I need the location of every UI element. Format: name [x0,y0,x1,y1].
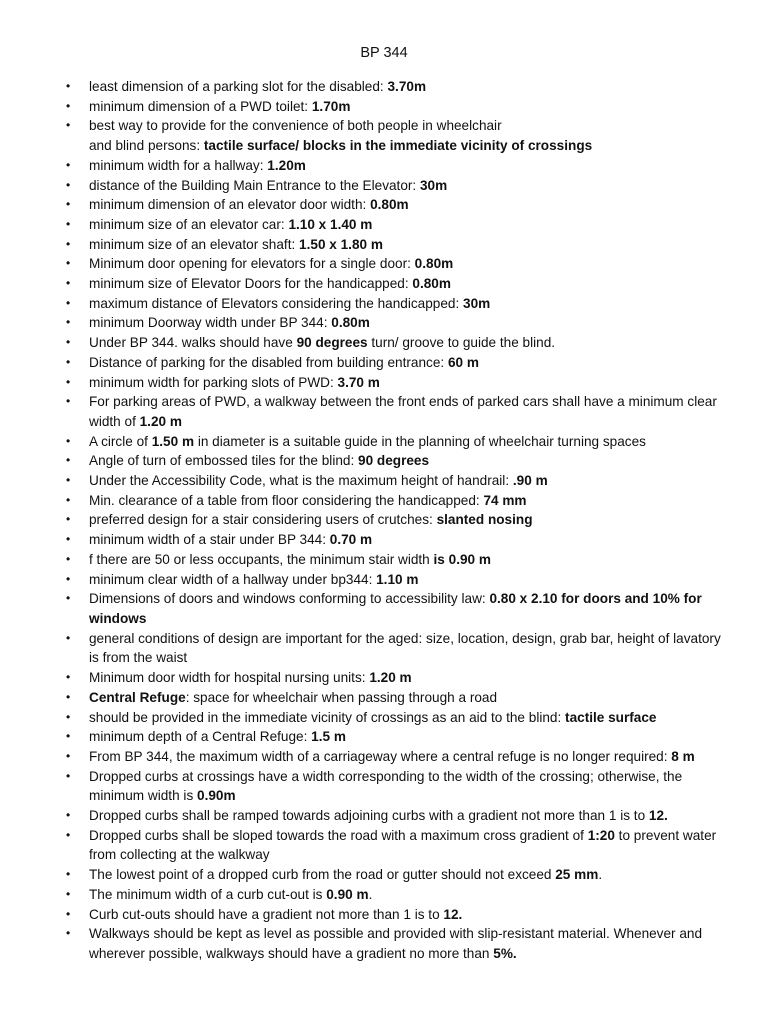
list-item-text [89,552,491,567]
list-item-text [89,926,702,961]
emphasized-value: tactile surface/ blocks in the immediate vicinity of crossings [203,138,593,154]
text-segment: minimum clear width of a hallway under bp344: [89,571,377,587]
list-item-text [89,670,412,685]
emphasized-value: 3.70 m [337,374,380,390]
text-segment: minimum size of Elevator Doors for the handicapped: [89,276,413,292]
text-segment: Minimum door opening for elevators for a single door: [89,256,415,272]
bullet-icon: • [66,354,71,369]
text-segment: minimum width for a hallway: [89,157,268,173]
list-item [66,806,726,826]
text-segment: to prevent water from collecting at the walkway [89,827,717,863]
emphasized-value: 25 mm [555,867,599,883]
list-item-text [89,591,702,626]
text-segment: minimum depth of a Central Refuge: [89,729,312,745]
emphasized-value: 3.70m [387,79,427,94]
list-item [66,274,726,294]
list-item [66,767,726,806]
text-segment: minimum size of an elevator car: [89,216,289,232]
bullet-icon: • [66,98,71,113]
list-item-text [89,79,426,94]
text-segment: preferred design for a stair considering users of crutches: [89,512,437,528]
list-item [66,471,726,491]
bullet-icon: • [66,532,71,547]
bullet-icon: • [66,295,71,310]
list-item-text [89,493,527,508]
text-segment: From BP 344, the maximum width of a carriageway where a central refuge is no longer required: [89,748,672,764]
text-segment: . [368,886,373,902]
list-item [66,826,726,865]
text-segment: minimum width for parking slots of PWD: [89,374,338,390]
list-item-text [89,276,451,291]
list-item-text [89,178,447,193]
text-segment: minimum dimension of an elevator door width: [89,197,371,213]
emphasized-value: 90 degrees [358,453,430,469]
emphasized-value: 0.90m [197,788,236,804]
emphasized-value: 1:20 [587,827,615,843]
list-item-text [89,532,372,547]
bullet-icon: • [66,256,71,271]
emphasized-value: 1.5 m [311,729,346,745]
bullet-icon: • [66,492,71,507]
text-segment: general conditions of design are important for the aged: size, location, design, grab bar, height of lavatory is from the waist [89,630,721,666]
bullet-icon: • [66,315,71,330]
text-segment: Curb cut-outs should have a gradient not more than 1 is to [89,906,444,922]
emphasized-value: 60 m [447,354,479,370]
list-item-text [89,690,497,705]
list-item-text [89,434,646,449]
emphasized-value: 12. [443,906,463,922]
text-segment: . [598,867,603,883]
text-segment: : space for wheelchair when passing through a road [185,689,498,705]
text-segment: Dropped curbs at crossings have a width corresponding to the width of the crossing; otherwise, the minimum width is [89,768,683,804]
emphasized-value: .90 m [512,473,548,489]
list-item-text [89,158,306,173]
emphasized-value: 0.90 m [326,886,369,902]
list-item-text [89,572,418,587]
bullet-icon: • [66,157,71,172]
bullet-icon: • [66,689,71,704]
bullet-icon: • [66,118,71,133]
emphasized-value: 12. [648,808,668,824]
list-item-text [89,907,462,922]
list-item-text [89,99,350,114]
emphasized-value: 1.10 m [376,571,419,587]
emphasized-value: 30m [419,177,448,193]
text-segment: in diameter is a suitable guide in the planning of wheelchair turning spaces [194,433,646,449]
bullet-icon: • [66,512,71,527]
list-item [66,195,726,215]
list-item-text [89,473,548,488]
list-item [66,432,726,452]
list-item [66,924,726,963]
bullet-icon: • [66,709,71,724]
list-item [66,156,726,176]
bullet-icon: • [66,748,71,763]
bullet-icon: • [66,79,71,93]
text-segment: Angle of turn of embossed tiles for the blind: [89,453,359,469]
text-segment: distance of the Building Main Entrance to the Elevator: [89,177,420,193]
list-item [66,570,726,590]
bullet-icon: • [66,276,71,291]
bullet-icon: • [66,394,71,409]
list-item-text [89,217,372,232]
emphasized-value: is 0.90 m [433,551,491,567]
bullet-icon: • [66,236,71,251]
list-item-text [89,197,409,212]
text-segment: minimum dimension of a PWD toilet: [89,98,312,114]
list-item [66,333,726,353]
list-item [66,235,726,255]
text-segment: least dimension of a parking slot for the disabled: [89,79,388,94]
text-segment: A circle of [89,433,152,449]
text-segment: should be provided in the immediate vicinity of crossings as an aid to the blind: [89,709,566,725]
bullet-icon: • [66,630,71,645]
list-item [66,708,726,728]
bullet-icon: • [66,216,71,231]
list-item-text [89,375,380,390]
emphasized-value: 0.80m [412,276,451,292]
list-item [66,451,726,471]
list-item-text [89,828,716,863]
list-item-text [89,256,453,271]
bullet-icon: • [66,177,71,192]
list-item [66,373,726,393]
list-item [66,353,726,373]
emphasized-value: 1.20m [267,157,306,173]
list-item [66,550,726,570]
emphasized-value: 0.80m [414,256,454,272]
emphasized-value: 1.70m [311,98,351,114]
text-segment: minimum size of an elevator shaft: [89,236,300,252]
list-item-text [89,867,602,882]
bullet-icon: • [66,197,71,212]
list-item [66,97,726,117]
emphasized-value: Central Refuge [89,689,186,705]
bullet-icon: • [66,808,71,823]
list-item-text [89,769,682,804]
emphasized-value: 74 mm [483,492,527,508]
text-segment: minimum width of a stair under BP 344: [89,532,330,548]
list-item-text [89,729,346,744]
text-segment: The lowest point of a dropped curb from the road or gutter should not exceed [89,867,556,883]
list-item-text [89,296,490,311]
list-item-text [89,512,533,527]
bullet-icon: • [66,433,71,448]
emphasized-value: 8 m [671,748,695,764]
text-segment: Walkways should be kept as level as possible and provided with slip-resistant material. Whenever and wherever possible, walkways should have a gradient no more than [89,926,703,961]
list-item-text [89,315,370,330]
list-item [66,589,726,628]
text-segment: Dropped curbs shall be ramped towards adjoining curbs with a gradient not more than 1 is to [89,808,649,824]
text-segment: Min. clearance of a table from floor considering the handicapped: [89,492,484,508]
text-segment: turn/ groove to guide the blind. [367,335,556,351]
emphasized-value: 1.10 x 1.40 m [288,216,373,232]
list-item [66,313,726,333]
bullet-icon: • [66,729,71,744]
bullet-icon: • [66,473,71,488]
bullet-icon: • [66,374,71,389]
bullet-icon: • [66,571,71,586]
list-item-text [89,749,695,764]
emphasized-value: 1.20 m [139,413,182,429]
text-segment: For parking areas of PWD, a walkway between the front ends of parked cars shall have a minimum clear width of [89,394,717,429]
bullet-icon: • [66,768,71,783]
bullet-icon: • [66,867,71,882]
emphasized-value: 5%. [493,945,517,961]
text-segment: Distance of parking for the disabled from building entrance: [89,354,448,370]
emphasized-value: 0.80m [331,315,370,331]
bullet-icon: • [66,906,71,921]
text-segment: best way to provide for the convenience of both people in wheelchair [89,118,502,134]
list-item [66,392,726,431]
list-item-text [89,355,479,370]
list-item-text [89,453,429,468]
text-segment: Under the Accessibility Code, what is the maximum height of handrail: [89,473,513,489]
text-segment: Under BP 344. walks should have [89,335,297,351]
bullet-icon: • [66,827,71,842]
text-segment: and blind persons: [89,138,204,154]
text-segment: f there are 50 or less occupants, the minimum stair width [89,551,434,567]
list-item-text [89,631,721,666]
list-item-text [89,118,592,153]
emphasized-value: 0.80 x 2.10 for doors and 10% for windows [89,591,702,626]
text-segment: Dimensions of doors and windows conforming to accessibility law: [89,591,490,607]
text-segment: Dropped curbs shall be sloped towards the road with a maximum cross gradient of [89,827,588,843]
emphasized-value: tactile surface [565,709,657,725]
text-segment: minimum Doorway width under BP 344: [89,315,332,331]
text-segment: The minimum width of a curb cut-out is [89,886,327,902]
list-item [66,116,726,155]
list-item [66,688,726,708]
list-item-text [89,394,717,429]
list-item [66,77,726,97]
emphasized-value: 30m [463,295,491,311]
bullet-icon: • [66,591,71,606]
bullet-icon: • [66,335,71,350]
document-title: BP 344 [360,45,408,61]
emphasized-value: slanted nosing [436,512,533,528]
list-item-text [89,887,372,902]
list-item [66,176,726,196]
bullet-icon: • [66,670,71,685]
list-item-text [89,808,668,823]
list-item [66,254,726,274]
list-item [66,865,726,885]
list-item [66,530,726,550]
text-segment: maximum distance of Elevators considering the handicapped: [89,295,464,311]
bullet-icon: • [66,886,71,901]
list-item [66,885,726,905]
list-item [66,747,726,767]
emphasized-value: 0.80m [370,197,409,213]
emphasized-value: 1.50 m [151,433,195,449]
bullet-icon: • [66,453,71,468]
list-item [66,294,726,314]
emphasized-value: 0.70 m [329,532,373,548]
list-item-text [89,710,656,725]
emphasized-value: 1.50 x 1.80 m [299,236,383,252]
emphasized-value: 90 degrees [296,335,368,351]
bullet-list [66,77,726,964]
emphasized-value: 1.20 m [369,670,412,686]
list-item-text [89,335,555,350]
list-item [66,727,726,747]
list-item [66,905,726,925]
text-segment: Minimum door width for hospital nursing units: [89,670,370,686]
list-item [66,491,726,511]
list-item [66,668,726,688]
bullet-icon: • [66,551,71,566]
list-item [66,629,726,668]
list-item [66,510,726,530]
list-item-text [89,237,383,252]
list-item [66,215,726,235]
bullet-icon: • [66,926,71,941]
